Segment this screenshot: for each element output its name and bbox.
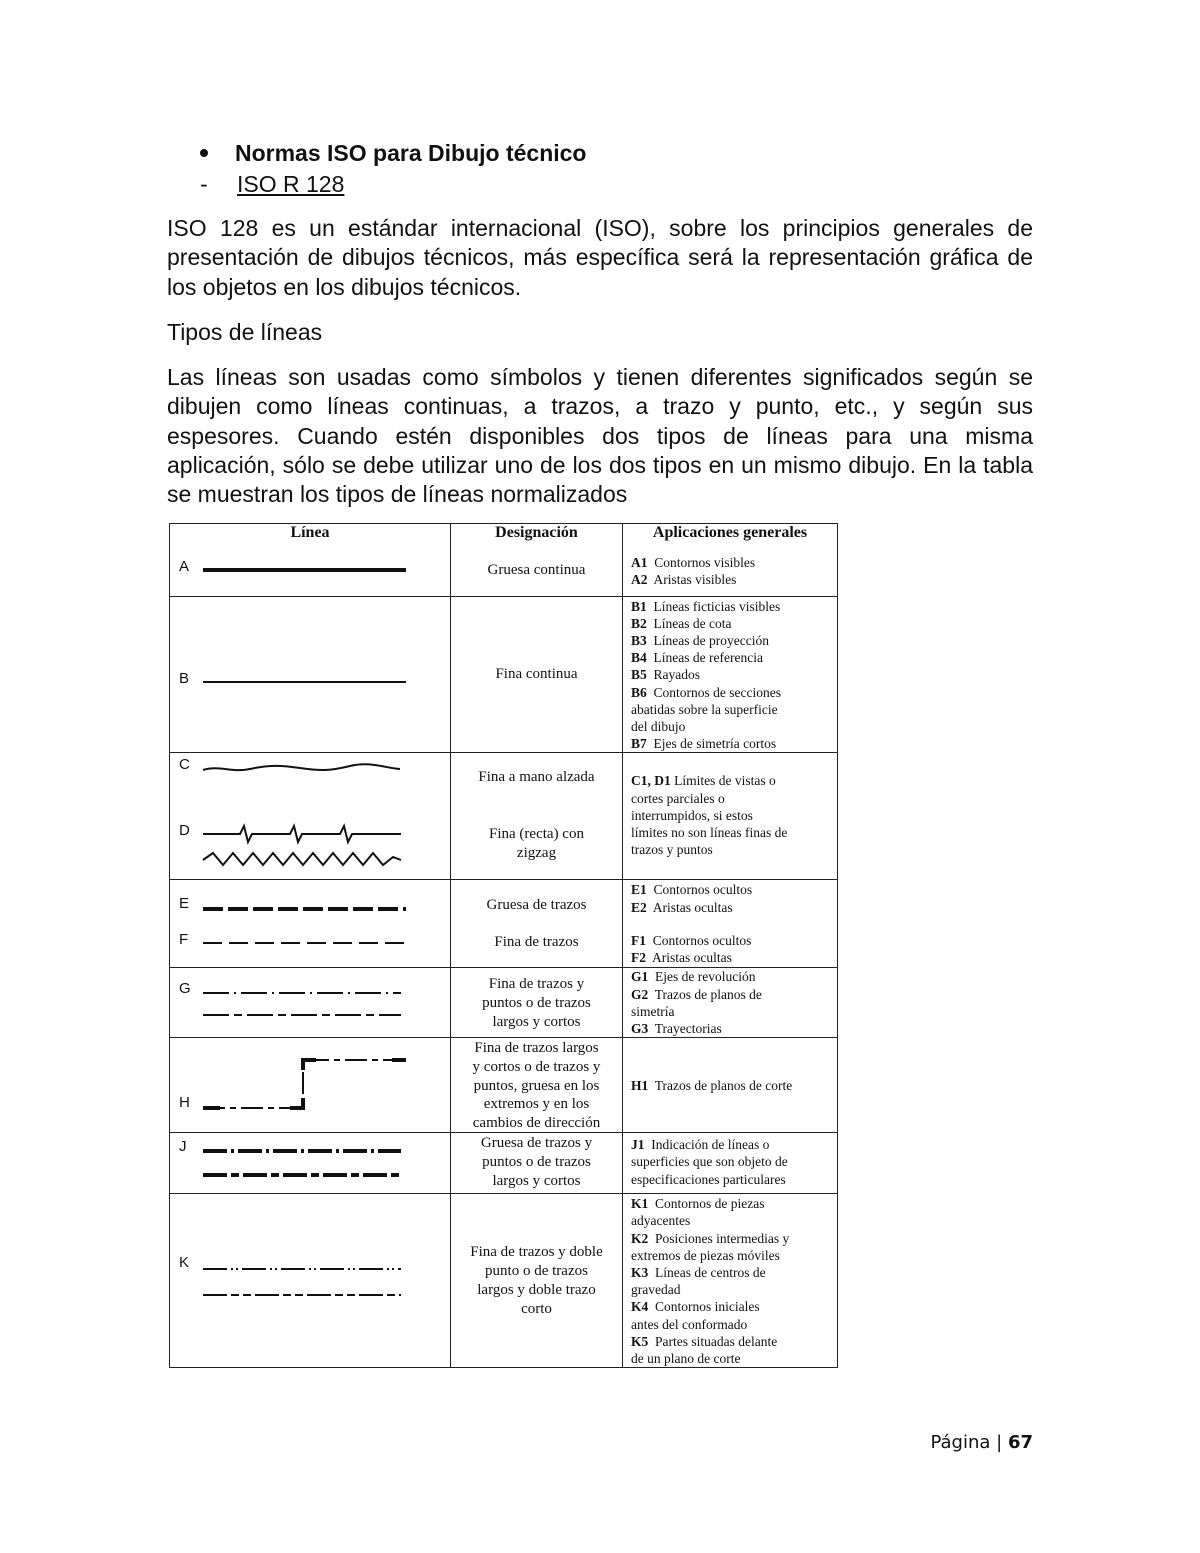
app-item: B5 Rayados — [631, 667, 701, 683]
app-item: cortes parciales o — [631, 790, 725, 806]
app-item: B2 Líneas de cota — [631, 615, 732, 631]
app-item: K3 Líneas de centros de — [631, 1264, 766, 1280]
letter-c: C — [179, 756, 190, 774]
designation-k-line1: Fina de trazos y doble — [470, 1244, 603, 1261]
table-row-j — [170, 1133, 838, 1194]
app-item: K2 Posiciones intermedias y — [631, 1230, 790, 1246]
designation-h-line2: y cortos o de trazos y — [472, 1059, 601, 1076]
app-item: trazos y puntos — [631, 842, 713, 858]
designation-d-line2: zigzag — [516, 845, 557, 862]
table-row-g — [170, 968, 838, 1038]
dash-marker: - — [200, 171, 208, 197]
header-applications: Aplicaciones generales — [623, 524, 838, 547]
sub-heading — [200, 171, 344, 198]
app-item: E2 Aristas ocultas — [631, 899, 733, 915]
app-item: E1 Contornos ocultos — [631, 882, 753, 898]
app-item: A2 Aristas visibles — [631, 572, 737, 588]
designation-k-line3: largos y doble trazo — [477, 1282, 596, 1299]
designation-k-line4: corto — [521, 1301, 552, 1318]
app-item: B7 Ejes de simetría cortos — [631, 736, 777, 752]
intro-paragraph: ISO 128 es un estándar internacional (ISO), sobre los principios generales de presentación de dibujos técnicos, más específica será la representación gráfica de los objetos en los dibujos técnicos. — [167, 215, 1033, 300]
table-row-h — [170, 1038, 838, 1133]
app-item: superficies que son objeto de — [631, 1154, 788, 1170]
lines-paragraph: Las líneas son usadas como símbolos y tienen diferentes significados según se dibujen como líneas continuas, a trazos, a trazo y punto, etc., y según sus espesores. Cuando estén disponibles dos tipos de líneas para una misma aplicación, sólo se debe utilizar uno de los dos tipos en un mismo dibujo. En la tabla se muestran los tipos de líneas normalizados — [167, 364, 1033, 508]
designation-a: Gruesa continua — [487, 562, 586, 578]
letter-d: D — [179, 822, 190, 840]
app-item: especificaciones particulares — [631, 1171, 786, 1187]
section-heading — [200, 140, 586, 167]
letter-a: A — [179, 558, 190, 575]
app-item: B4 Líneas de referencia — [631, 650, 763, 666]
app-item: del dibujo — [631, 718, 686, 734]
designation-h-line5: cambios de dirección — [472, 1115, 601, 1132]
letter-g: G — [179, 980, 191, 998]
app-item: H1 Trazos de planos de corte — [631, 1078, 793, 1094]
letter-j: J — [179, 1138, 187, 1156]
letter-h: H — [179, 1094, 190, 1112]
designation-j-line3: largos y cortos — [492, 1173, 581, 1190]
designation-c: Fina a mano alzada — [478, 769, 595, 786]
app-item: interrumpidos, si estos — [631, 807, 753, 823]
letter-k: K — [179, 1254, 190, 1272]
app-item: extremos de piezas móviles — [631, 1247, 780, 1263]
bullet-icon — [200, 149, 208, 157]
designation-j-line1: Gruesa de trazos y — [480, 1135, 593, 1152]
app-item: de un plano de corte — [631, 1350, 741, 1366]
line-sample-b — [170, 597, 450, 753]
designation-g-line1: Fina de trazos y — [488, 976, 585, 993]
app-item: K5 Partes situadas delante — [631, 1333, 778, 1349]
app-item: simetría — [631, 1003, 675, 1019]
app-item: antes del conformado — [631, 1316, 748, 1332]
line-sample-d-zigzag — [203, 853, 401, 865]
designation-h-line4: extremos y en los — [483, 1096, 590, 1113]
app-item: F1 Contornos ocultos — [631, 932, 752, 948]
app-item: gravedad — [631, 1282, 681, 1298]
app-item: K4 Contornos iniciales — [631, 1299, 760, 1315]
designation-k-line2: punto o de trazos — [485, 1263, 588, 1280]
line-sample-c — [203, 765, 400, 771]
page-separator: | — [996, 1432, 1003, 1453]
app-item: adyacentes — [631, 1213, 691, 1229]
designation-d-line1: Fina (recta) con — [489, 826, 584, 843]
letter-f: F — [179, 931, 189, 949]
designation-e: Gruesa de trazos — [486, 897, 587, 914]
app-item: B3 Líneas de proyección — [631, 632, 769, 648]
line-sample-h-ends — [203, 1060, 406, 1108]
table-row-b — [170, 596, 838, 753]
app-item: abatidas sobre la superficie — [631, 701, 778, 717]
header-designation: Designación — [451, 524, 623, 547]
page-number: 67 — [1007, 1432, 1033, 1453]
lines-subtitle: Tipos de líneas — [167, 319, 323, 345]
app-item: C1, D1 Límites de vistas o — [631, 773, 776, 789]
designation-j-line2: puntos o de trazos — [482, 1154, 591, 1171]
app-item: B6 Contornos de secciones — [631, 684, 781, 700]
app-item: G2 Trazos de planos de — [631, 986, 762, 1002]
app-item: límites no son líneas finas de — [631, 824, 788, 840]
app-item: G1 Ejes de revolución — [631, 969, 756, 985]
table-row-cd — [170, 753, 838, 880]
designation-g-line3: largos y cortos — [492, 1014, 581, 1031]
table-header-row — [170, 524, 838, 547]
section-heading-text: Normas ISO para Dibujo técnico — [235, 140, 587, 166]
letter-b: B — [179, 669, 190, 687]
header-line: Línea — [170, 524, 451, 547]
designation-h-line3: puntos, gruesa en los — [473, 1078, 600, 1095]
table-row-k — [170, 1194, 838, 1368]
table-row-ef — [170, 880, 838, 968]
line-types-table — [169, 523, 838, 1368]
table-row-a — [170, 546, 838, 596]
app-item: J1 Indicación de líneas o — [631, 1137, 770, 1153]
page-label: Página — [930, 1432, 991, 1453]
page-footer — [930, 1432, 1033, 1453]
designation-b: Fina continua — [495, 665, 578, 682]
app-item: B1 Líneas ficticias visibles — [631, 598, 781, 614]
designation-f: Fina de trazos — [494, 934, 579, 951]
app-item: K1 Contornos de piezas — [631, 1196, 765, 1212]
designation-g-line2: puntos o de trazos — [482, 995, 591, 1012]
sub-heading-text: ISO R 128 — [237, 171, 345, 197]
app-item: A1 Contornos visibles — [631, 555, 756, 570]
line-sample-a — [170, 546, 450, 596]
letter-e: E — [179, 895, 190, 913]
designation-h-line1: Fina de trazos largos — [474, 1040, 599, 1057]
line-sample-d-straight — [203, 826, 401, 842]
app-item: G3 Trayectorias — [631, 1020, 722, 1036]
app-item: F2 Aristas ocultas — [631, 949, 732, 965]
